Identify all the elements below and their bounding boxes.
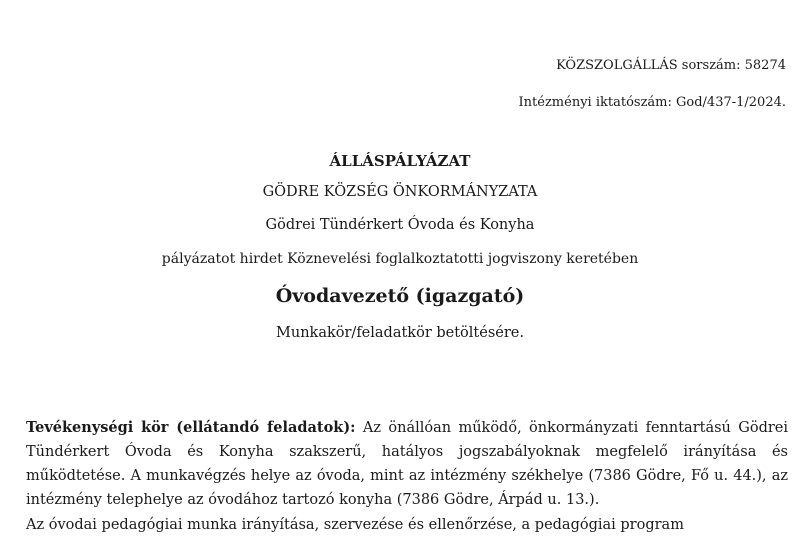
position-subtitle: Munkakör/feladatkör betöltésére.	[276, 325, 524, 341]
position-title: Óvodavezető (igazgató)	[275, 285, 525, 307]
document-title: ÁLLÁSPÁLYÁZAT	[329, 152, 471, 170]
scope-text: Az önállóan működő, önkormányzati fenntartású Gödrei Tündérkert Óvoda és Konyha szakszerű, hatályos jogszabályoknak megfelelő irányítása és működtetése. A munkavégzés helye az óvoda, mint az intézmény székhelye (7386 Gödre, Fő u. 44.), az intézmény telephelye az óvodához tartozó konyha (7386 Gödre, Árpád u. 13.).	[26, 420, 788, 508]
institution-name: Gödrei Tündérkert Óvoda és Konyha	[265, 217, 535, 233]
scope-paragraph	[26, 416, 788, 512]
announcement-line: pályázatot hirdet Köznevelési foglalkoztatotti jogviszony keretében	[161, 251, 639, 267]
service-number: KÖZSZOLGÁLLÁS sorszám: 58274	[556, 58, 786, 73]
registry-number: Intézményi iktatószám: God/437-1/2024.	[518, 95, 786, 110]
scope-label: Tevékenységi kör (ellátandó feladatok):	[26, 419, 356, 436]
paragraph-2: Az óvodai pedagógiai munka irányítása, szervezése és ellenőrzése, a pedagógiai program	[26, 517, 684, 533]
organization-name: GÖDRE KÖZSÉG ÖNKORMÁNYZATA	[262, 184, 538, 200]
